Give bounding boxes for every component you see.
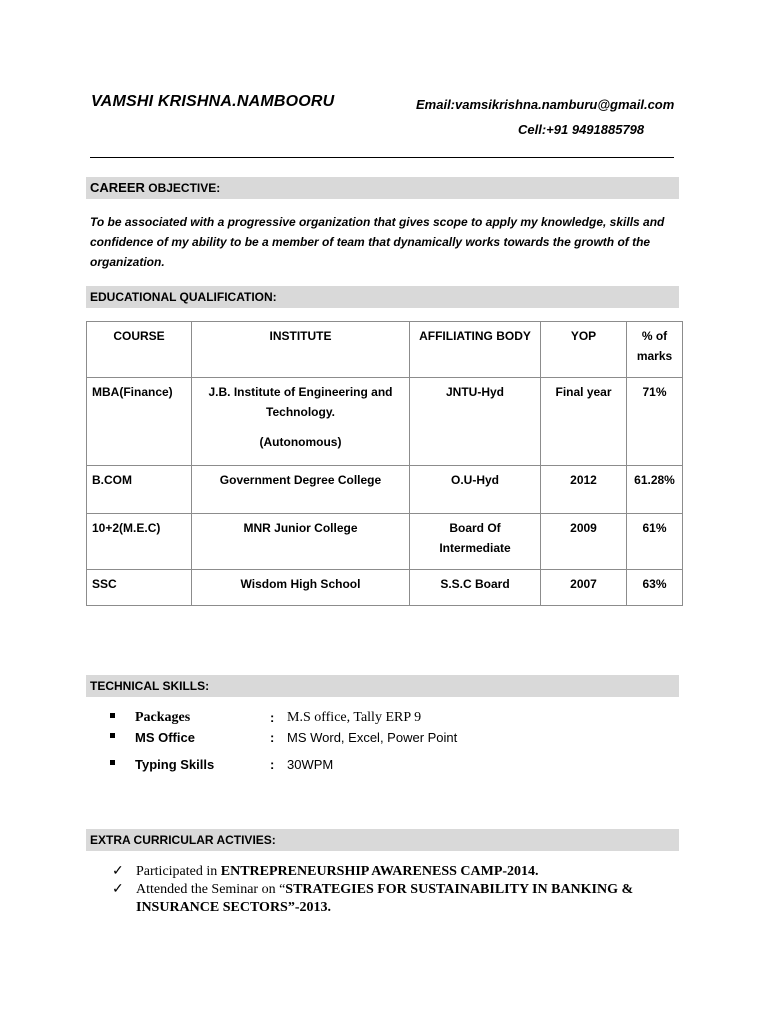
- row-course: 10+2(M.E.C): [87, 514, 192, 570]
- row-institute: [192, 378, 410, 466]
- email: Email:vamsikrishna.namburu@gmail.com: [416, 97, 675, 112]
- row-institute: Wisdom High School: [192, 570, 410, 606]
- skill-label: Packages: [135, 710, 191, 725]
- row-course: MBA(Finance): [87, 378, 192, 466]
- square-bullet-icon: [110, 733, 115, 738]
- row-marks: 63%: [627, 570, 683, 606]
- header-divider: [90, 157, 674, 158]
- row-body: Board Of Intermediate: [410, 514, 541, 570]
- skill-value: MS Word, Excel, Power Point: [287, 730, 458, 745]
- col-yop: YOP: [541, 322, 627, 378]
- institute-note: (Autonomous): [259, 435, 342, 449]
- list-item: [112, 863, 692, 881]
- row-marks: 61%: [627, 514, 683, 570]
- checkmark-icon: ✓: [112, 864, 124, 879]
- technical-skills-heading: TECHNICAL SKILLS:: [86, 675, 679, 697]
- activity-prefix: Participated in: [136, 864, 221, 879]
- table-row: [87, 514, 683, 570]
- row-institute: Government Degree College: [192, 466, 410, 514]
- phone: Cell:+91 9491885798: [518, 122, 645, 137]
- skill-colon: :: [270, 730, 275, 745]
- candidate-name: VAMSHI KRISHNA.NAMBOORU: [91, 93, 335, 110]
- skill-value: 30WPM: [287, 757, 334, 772]
- row-yop: 2009: [541, 514, 627, 570]
- skill-value: M.S office, Tally ERP 9: [287, 710, 422, 725]
- table-header-row: [87, 322, 683, 378]
- row-body: O.U-Hyd: [410, 466, 541, 514]
- row-body: JNTU-Hyd: [410, 378, 541, 466]
- extra-curricular-list: [112, 863, 692, 917]
- square-bullet-icon: [110, 713, 115, 718]
- activity-title: ENTREPRENEURSHIP AWARENESS CAMP-2014.: [220, 864, 539, 879]
- square-bullet-icon: [110, 760, 115, 765]
- row-course: B.COM: [87, 466, 192, 514]
- education-table: [86, 321, 683, 606]
- row-yop: 2012: [541, 466, 627, 514]
- career-objective-text: To be associated with a progressive organization that gives scope to apply my knowledge, skills and confidence of my ability to be a member of team that dynamically works towards the growth of the organization.: [90, 215, 665, 269]
- table-row: [87, 570, 683, 606]
- checkmark-icon: ✓: [112, 882, 124, 897]
- institute-name: J.B. Institute of Engineering and Technology.: [208, 385, 393, 419]
- activity-title: STRATEGIES FOR SUSTAINABILITY IN BANKING & INSURANCE SECTORS”-2013.: [136, 882, 634, 915]
- row-yop: Final year: [541, 378, 627, 466]
- col-institute: INSTITUTE: [192, 322, 410, 378]
- career-objective-heading: [86, 177, 679, 199]
- row-marks: 61.28%: [627, 466, 683, 514]
- col-affiliating-body: AFFILIATING BODY: [410, 322, 541, 378]
- row-marks: 71%: [627, 378, 683, 466]
- skill-label: MS Office: [135, 730, 195, 745]
- row-course: SSC: [87, 570, 192, 606]
- career-heading-rest: OBJECTIVE:: [144, 181, 221, 195]
- skill-colon: :: [270, 757, 275, 772]
- row-institute: MNR Junior College: [192, 514, 410, 570]
- extra-curricular-heading: EXTRA CURRICULAR ACTIVIES:: [86, 829, 679, 851]
- activity-prefix: Attended the Seminar on “: [136, 882, 286, 897]
- education-heading: EDUCATIONAL QUALIFICATION:: [86, 286, 679, 308]
- table-row: [87, 466, 683, 514]
- career-heading-main: CAREER: [90, 180, 145, 195]
- skill-colon: :: [270, 710, 275, 725]
- list-item: [112, 881, 692, 917]
- row-yop: 2007: [541, 570, 627, 606]
- col-marks: % of marks: [627, 322, 683, 378]
- skill-label: Typing Skills: [135, 757, 215, 772]
- row-body: S.S.C Board: [410, 570, 541, 606]
- col-course: COURSE: [87, 322, 192, 378]
- table-row: [87, 378, 683, 466]
